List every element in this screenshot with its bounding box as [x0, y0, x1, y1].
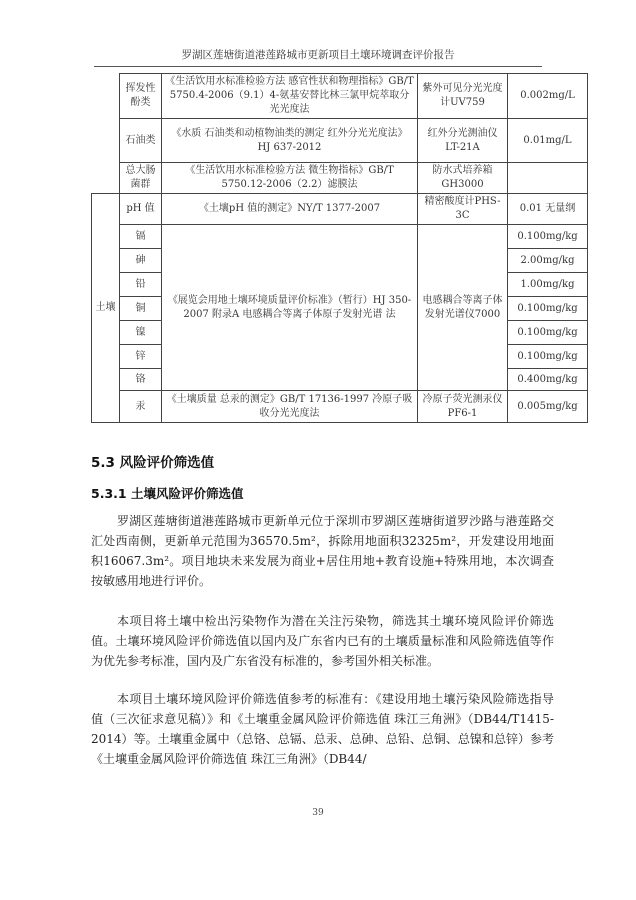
instrument-cell: 紫外可见分光光度计UV759 — [418, 74, 508, 119]
instrument-cell: 精密酸度计PHS-3C — [418, 194, 508, 225]
item-cell: 铜 — [120, 297, 162, 321]
detection-limit-cell: 0.01mg/L — [508, 119, 588, 163]
paragraph-reference-standards: 本项目土壤环境风险评价筛选值参考的标准有：《建设用地土壤污染风险筛选指导值（三次征求意见稿）》和《土壤重金属风险评价筛选值 珠江三角洲》（DB44/T1415-2014）等。土壤重金属中（总铬、总镉、总汞、总砷、总铅、总铜、总镍和总锌）参考《土壤重金属风险评价筛选值 珠江三角洲》（DB44/ — [91, 692, 554, 766]
method-cell: 《土壤pH 值的测定》NY/T 1377-2007 — [162, 194, 418, 225]
item-cell: 总大肠菌群 — [120, 163, 162, 194]
method-cell: 《生活饮用水标准检验方法 微生物指标》GB/T 5750.12-2006（2.2）滤膜法 — [162, 163, 418, 194]
item-cell: 铬 — [120, 369, 162, 391]
detection-limit-cell: 2.00mg/kg — [508, 249, 588, 273]
detection-limit-cell: 0.100mg/kg — [508, 321, 588, 345]
section-heading-5-3: 5.3 风险评价筛选值 — [91, 455, 215, 471]
item-cell: 镉 — [120, 225, 162, 249]
instrument-cell: 电感耦合等离子体发射光谱仪7000 — [418, 225, 508, 391]
item-cell: 挥发性酚类 — [120, 74, 162, 119]
detection-limit-cell: 0.100mg/kg — [508, 297, 588, 321]
method-cell: 《展览会用地土壤环境质量评价标准》（暂行）HJ 350-2007 附录A 电感耦合等离子体原子发射光谱 法 — [162, 225, 418, 391]
detection-limit-cell: 0.100mg/kg — [508, 225, 588, 249]
method-cell: 《土壤质量 总汞的测定》GB/T 17136-1997 冷原子吸收分光光度法 — [162, 391, 418, 423]
analysis-methods-table — [91, 73, 588, 423]
item-cell: 汞 — [120, 391, 162, 423]
method-cell: 《生活饮用水标准检验方法 感官性状和物理指标》GB/T 5750.4-2006（9.1）4-氨基安替比林三氯甲烷萃取分光光度法 — [162, 74, 418, 119]
table-row — [92, 194, 588, 225]
detection-limit-cell: 0.002mg/L — [508, 74, 588, 119]
item-cell: 石油类 — [120, 119, 162, 163]
table-row — [92, 119, 588, 163]
page-number: 39 — [312, 808, 324, 818]
item-cell: 锌 — [120, 345, 162, 369]
instrument-cell: 防水式培养箱GH3000 — [418, 163, 508, 194]
item-cell: 砷 — [120, 249, 162, 273]
table-row — [92, 74, 588, 119]
item-cell: 铅 — [120, 273, 162, 297]
paragraph-screening-approach: 本项目将土壤中检出污染物作为潜在关注污染物，筛选其土壤环境风险评价筛选值。土壤环境风险评价筛选值以国内及广东省内已有的土壤质量标准和风险筛选值等作为优先参考标准，国内及广东省没有标准的，参考国外相关标准。 — [91, 614, 554, 668]
table-row — [92, 225, 588, 249]
detection-limit-cell — [508, 163, 588, 194]
instrument-cell: 红外分光测油仪LT-21A — [418, 119, 508, 163]
page-header: 罗湖区莲塘街道港莲路城市更新项目土壤环境调查评价报告 — [94, 47, 542, 67]
group-cell — [92, 74, 120, 194]
detection-limit-cell: 0.005mg/kg — [508, 391, 588, 423]
table-row — [92, 391, 588, 423]
item-cell: pH 值 — [120, 194, 162, 225]
detection-limit-cell: 0.01 无量纲 — [508, 194, 588, 225]
paragraph-project-location: 罗湖区莲塘街道港莲路城市更新单元位于深圳市罗湖区莲塘街道罗沙路与港莲路交汇处西南侧，更新单元范围为36570.5m²，拆除用地面积32325m²，开发建设用地面积16067.3m²。项目地块未来发展为商业+居住用地+教育设施+特殊用地，本次调查按敏感用地进行评价。 — [91, 514, 554, 588]
section-heading-5-3-1: 5.3.1 土壤风险评价筛选值 — [91, 486, 244, 501]
group-cell-soil: 土壤 — [92, 194, 120, 423]
table-row — [92, 163, 588, 194]
detection-limit-cell: 1.00mg/kg — [508, 273, 588, 297]
instrument-cell: 冷原子荧光测汞仪PF6-1 — [418, 391, 508, 423]
item-cell: 镍 — [120, 321, 162, 345]
method-cell: 《水质 石油类和动植物油类的测定 红外分光光度法》HJ 637-2012 — [162, 119, 418, 163]
detection-limit-cell: 0.100mg/kg — [508, 345, 588, 369]
detection-limit-cell: 0.400mg/kg — [508, 369, 588, 391]
